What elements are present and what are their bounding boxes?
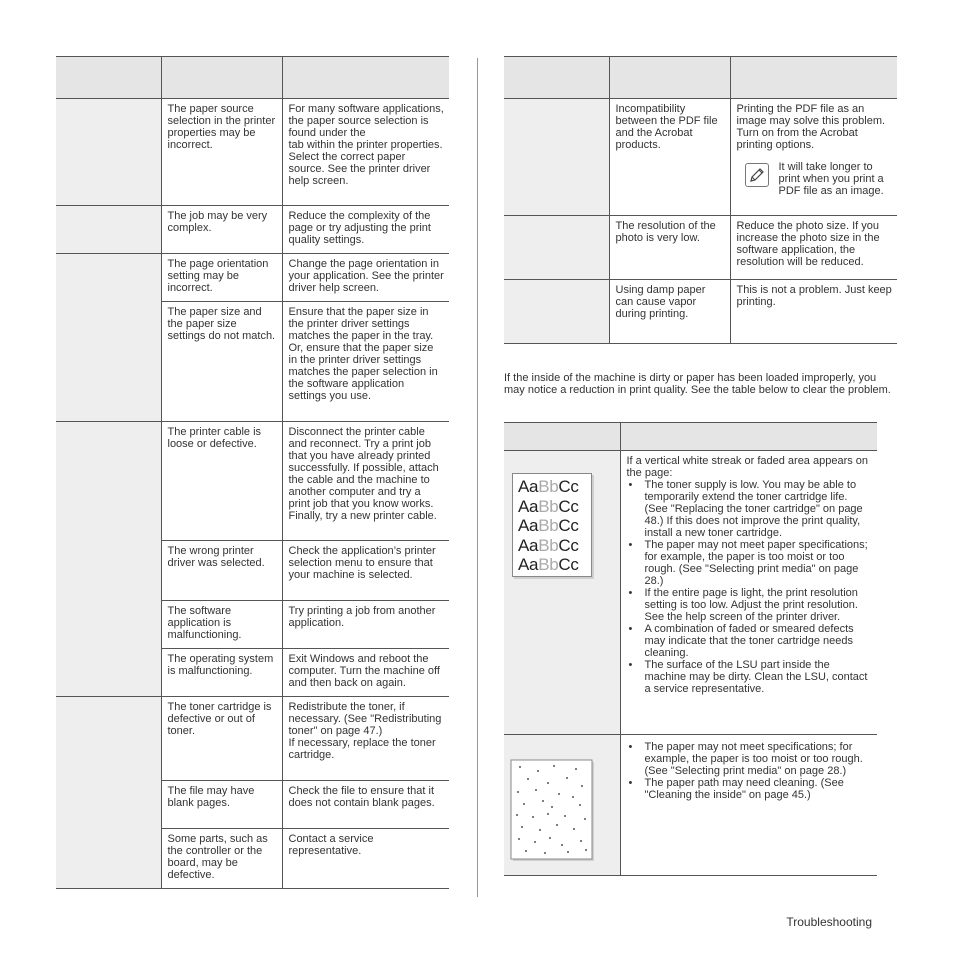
list-item: • The paper may not meet paper specifications; for example, the paper is too moist or too rough. (See "Selecting print media" on page 28.) (645, 539, 873, 587)
note-pencil-icon (745, 163, 769, 187)
problem-cell (504, 280, 609, 344)
cause-cell: The resolution of the photo is very low. (609, 216, 730, 280)
solution-cell: Contact a service representative. (282, 829, 449, 889)
left-troubleshooting-table (56, 56, 449, 889)
table-row (56, 697, 449, 781)
header-cause (609, 57, 730, 99)
list-item: • The paper path may need cleaning. (See "Cleaning the inside" on page 45.) (645, 777, 873, 801)
cause-cell: The file may have blank pages. (161, 781, 282, 829)
header-condition (504, 57, 609, 99)
table-row (56, 99, 449, 206)
note-text: It will take longer to print when you print a PDF file as an image. (778, 161, 884, 197)
table-row (504, 216, 897, 280)
header-solution (620, 423, 877, 451)
header-solution (282, 57, 449, 99)
problem-cell (56, 99, 161, 206)
print-quality-table (504, 422, 877, 876)
cause-cell: Some parts, such as the controller or the board, may be defective. (161, 829, 282, 889)
table-row (504, 280, 897, 344)
solution-cell: Check the application’s printer selection menu to ensure that your machine is selected. (282, 541, 449, 601)
list-item: • A combination of faded or smeared defects may indicate that the toner cartridge needs cleaning. (645, 623, 873, 659)
sample-cell (504, 451, 620, 735)
problem-cell (56, 697, 161, 889)
cause-cell: The printer cable is loose or defective. (161, 422, 282, 541)
faded-print-sample: AaBbCc AaBbCc AaBbCc AaBbCc AaBbCc (512, 473, 592, 577)
list-item: • The paper may not meet specifications; for example, the paper is too moist or too rough. (See "Selecting print media" on page 28.) (645, 741, 873, 777)
table-row (56, 422, 449, 541)
header-solution (730, 57, 897, 99)
problem-cell (56, 206, 161, 254)
list-item: • The toner supply is low. You may be able to temporarily extend the toner cartridge life. (See "Replacing the toner cartridge" on page 48.) If this does not improve the print quality, install a new toner cartridge. (645, 479, 873, 539)
problem-cell (504, 99, 609, 216)
header-cause (161, 57, 282, 99)
bullet-list (627, 741, 873, 801)
sample-cell (504, 735, 620, 876)
table-row (56, 206, 449, 254)
problem-cell (56, 254, 161, 422)
cause-cell: The paper source selection in the printer properties may be incorrect. (161, 99, 282, 206)
table-row (56, 254, 449, 302)
cause-cell: The wrong printer driver was selected. (161, 541, 282, 601)
table-header (56, 57, 449, 99)
section-intro: If the inside of the machine is dirty or paper has been loaded improperly, you may notice a reduction in print quality. See the table below to clear the problem. (504, 372, 891, 396)
table-header (504, 423, 877, 451)
cause-cell: The software application is malfunctioning. (161, 601, 282, 649)
cause-cell: The operating system is malfunctioning. (161, 649, 282, 697)
problem-cell (56, 422, 161, 697)
header-condition (504, 423, 620, 451)
cause-cell: Incompatibility between the PDF file and the Acrobat products. (609, 99, 730, 216)
solution-cell (620, 735, 877, 876)
page-footer: Troubleshooting (786, 915, 872, 929)
solution-cell: Redistribute the toner, if necessary. (See "Redistributing toner" on page 47.) If necessary, replace the toner cartridge. (282, 697, 449, 781)
list-item: • If the entire page is light, the print resolution setting is too low. Adjust the print resolution. See the help screen of the printer driver. (645, 587, 873, 623)
cause-cell: The paper size and the paper size settings do not match. (161, 302, 282, 422)
solution-lead: If a vertical white streak or faded area appears on the page: (626, 455, 869, 479)
solution-cell: Reduce the complexity of the page or try adjusting the print quality settings. (282, 206, 449, 254)
cause-cell: The job may be very complex. (161, 206, 282, 254)
solution-cell: Change the page orientation in your application. See the printer driver help screen. (282, 254, 449, 302)
solution-cell: Disconnect the printer cable and reconnect. Try a print job that you have already printed successfully. If possible, attach the cable and the machine to another computer and try a print job that you know works. Finally, try a new printer cable. (282, 422, 449, 541)
solution-cell: This is not a problem. Just keep printing. (730, 280, 897, 344)
solution-text: Printing the PDF file as an image may solve this problem. Turn on from the Acrobat printing options. (736, 103, 886, 151)
bullet-list (627, 479, 873, 695)
cause-cell: Using damp paper can cause vapor during printing. (609, 280, 730, 344)
solution-cell: For many software applications, the paper source selection is found under the tab within the printer properties. Select the correct paper source. See the printer driver help screen. (282, 99, 449, 206)
cause-cell: The page orientation setting may be incorrect. (161, 254, 282, 302)
solution-cell: Try printing a job from another application. (282, 601, 449, 649)
right-troubleshooting-table (504, 56, 897, 344)
speckled-print-sample (510, 759, 596, 863)
table-header (504, 57, 897, 99)
list-item: • The surface of the LSU part inside the machine may be dirty. Clean the LSU, contact a service representative. (645, 659, 873, 695)
solution-cell (620, 451, 877, 735)
solution-cell: Check the file to ensure that it does not contain blank pages. (282, 781, 449, 829)
solution-cell: Reduce the photo size. If you increase the photo size in the software application, the resolution will be reduced. (730, 216, 897, 280)
cause-cell: The toner cartridge is defective or out of toner. (161, 697, 282, 781)
solution-cell (730, 99, 897, 216)
solution-cell: Exit Windows and reboot the computer. Turn the machine off and then back on again. (282, 649, 449, 697)
note (737, 161, 893, 197)
table-row (504, 99, 897, 216)
solution-cell: Ensure that the paper size in the printer driver settings matches the paper in the tray. Or, ensure that the paper size in the printer driver settings matches the paper selection in the software application settings you use. (282, 302, 449, 422)
header-condition (56, 57, 161, 99)
problem-cell (504, 216, 609, 280)
column-divider (477, 58, 478, 897)
table-row (504, 735, 877, 876)
table-row (504, 451, 877, 735)
